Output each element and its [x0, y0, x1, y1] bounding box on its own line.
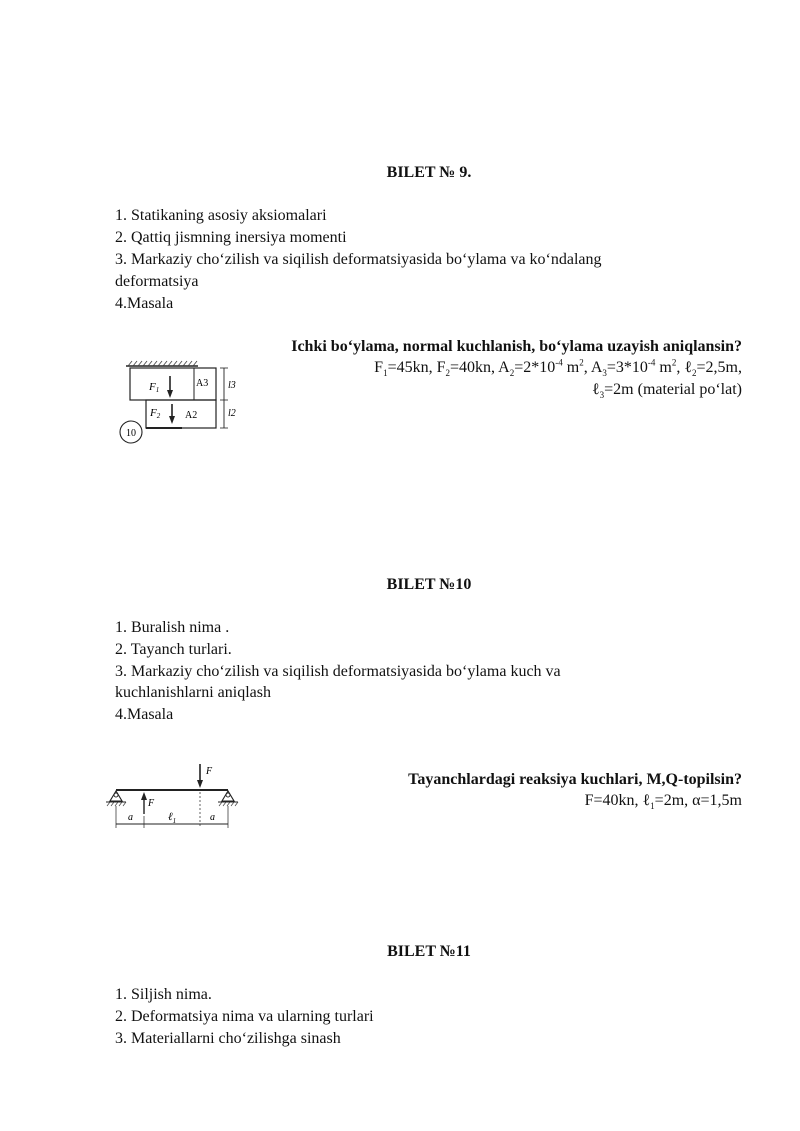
ticket-9-question-4: 4.Masala [115, 295, 174, 312]
ticket-11-question-1: 1. Siljish nima. [115, 986, 212, 1003]
fig9-l3-label: l3 [228, 380, 236, 391]
fig9-f1-label: F1 [149, 381, 160, 394]
ticket-9-title: BILET № 9. [386, 164, 472, 181]
ticket-11-question-2: 2. Deformatsiya nima va ularning turlari [115, 1008, 374, 1025]
ticket-9-problem-givens-2: ℓ$_3$=2m (material po‘lat) [591, 381, 742, 401]
ticket-9-bar-figure [112, 356, 247, 448]
ticket-10-beam-figure [102, 760, 242, 832]
ticket-10-problem-givens: F=40kn, ℓ$_1$=2m, α=1,5m [584, 792, 742, 812]
ticket-9-question-1: 1. Statikaning asosiy aksiomalari [115, 207, 327, 224]
ticket-9-question-2: 2. Qattiq jismning inersiya momenti [115, 229, 347, 246]
ticket-9-question-3: 3. Markaziy cho‘zilish va siqilish deformatsiyasida bo‘ylama va ko‘ndalang [115, 251, 602, 268]
fig9-a2-label: A2 [185, 410, 198, 421]
fig9-number-label: 10 [126, 428, 136, 439]
ticket-10-question-2: 2. Tayanch turlari. [115, 641, 232, 658]
fig9-a3-label: A3 [196, 378, 209, 389]
ticket-10-title: BILET №10 [386, 576, 472, 593]
fig9-l2-label: l2 [228, 408, 236, 419]
ticket-11-question-3: 3. Materiallarni cho‘zilishga sinash [115, 1030, 341, 1047]
fig9-f2-label: F2 [150, 407, 161, 420]
fig10-top-force-label: F [206, 766, 213, 777]
ticket-10-question-3-cont: kuchlanishlarni aniqlash [115, 684, 271, 701]
ticket-9-question-3-cont: deformatsiya [115, 273, 199, 290]
ticket-10-question-4: 4.Masala [115, 706, 174, 723]
fig10-a-right-label: a [210, 812, 215, 823]
ticket-11-title: BILET №11 [387, 943, 471, 960]
ticket-10-question-3: 3. Markaziy cho‘zilish va siqilish deformatsiyasida bo‘ylama kuch va [115, 663, 561, 680]
ticket-10-question-1: 1. Buralish nima . [115, 619, 230, 636]
ticket-9-problem-givens-1: $F_1=45kn$, $F_2=40kn$, $A_2=2*10^{-4}$ $m^2$, $A_3=3*10^{-4}$ $m^2$, ℓ$_2$=2,5m, [374, 357, 742, 379]
ticket-10-problem-heading: Tayanchlardagi reaksiya kuchlari, M,Q-topilsin? [408, 771, 742, 788]
fig10-mid-force-label: F [148, 798, 155, 809]
ticket-9-problem-heading: Ichki bo‘ylama, normal kuchlanish, bo‘ylama uzayish aniqlansin? [291, 338, 742, 355]
fig10-a-left-label: a [128, 812, 133, 823]
fig10-l1-label: ℓ$_1$ [168, 811, 177, 825]
